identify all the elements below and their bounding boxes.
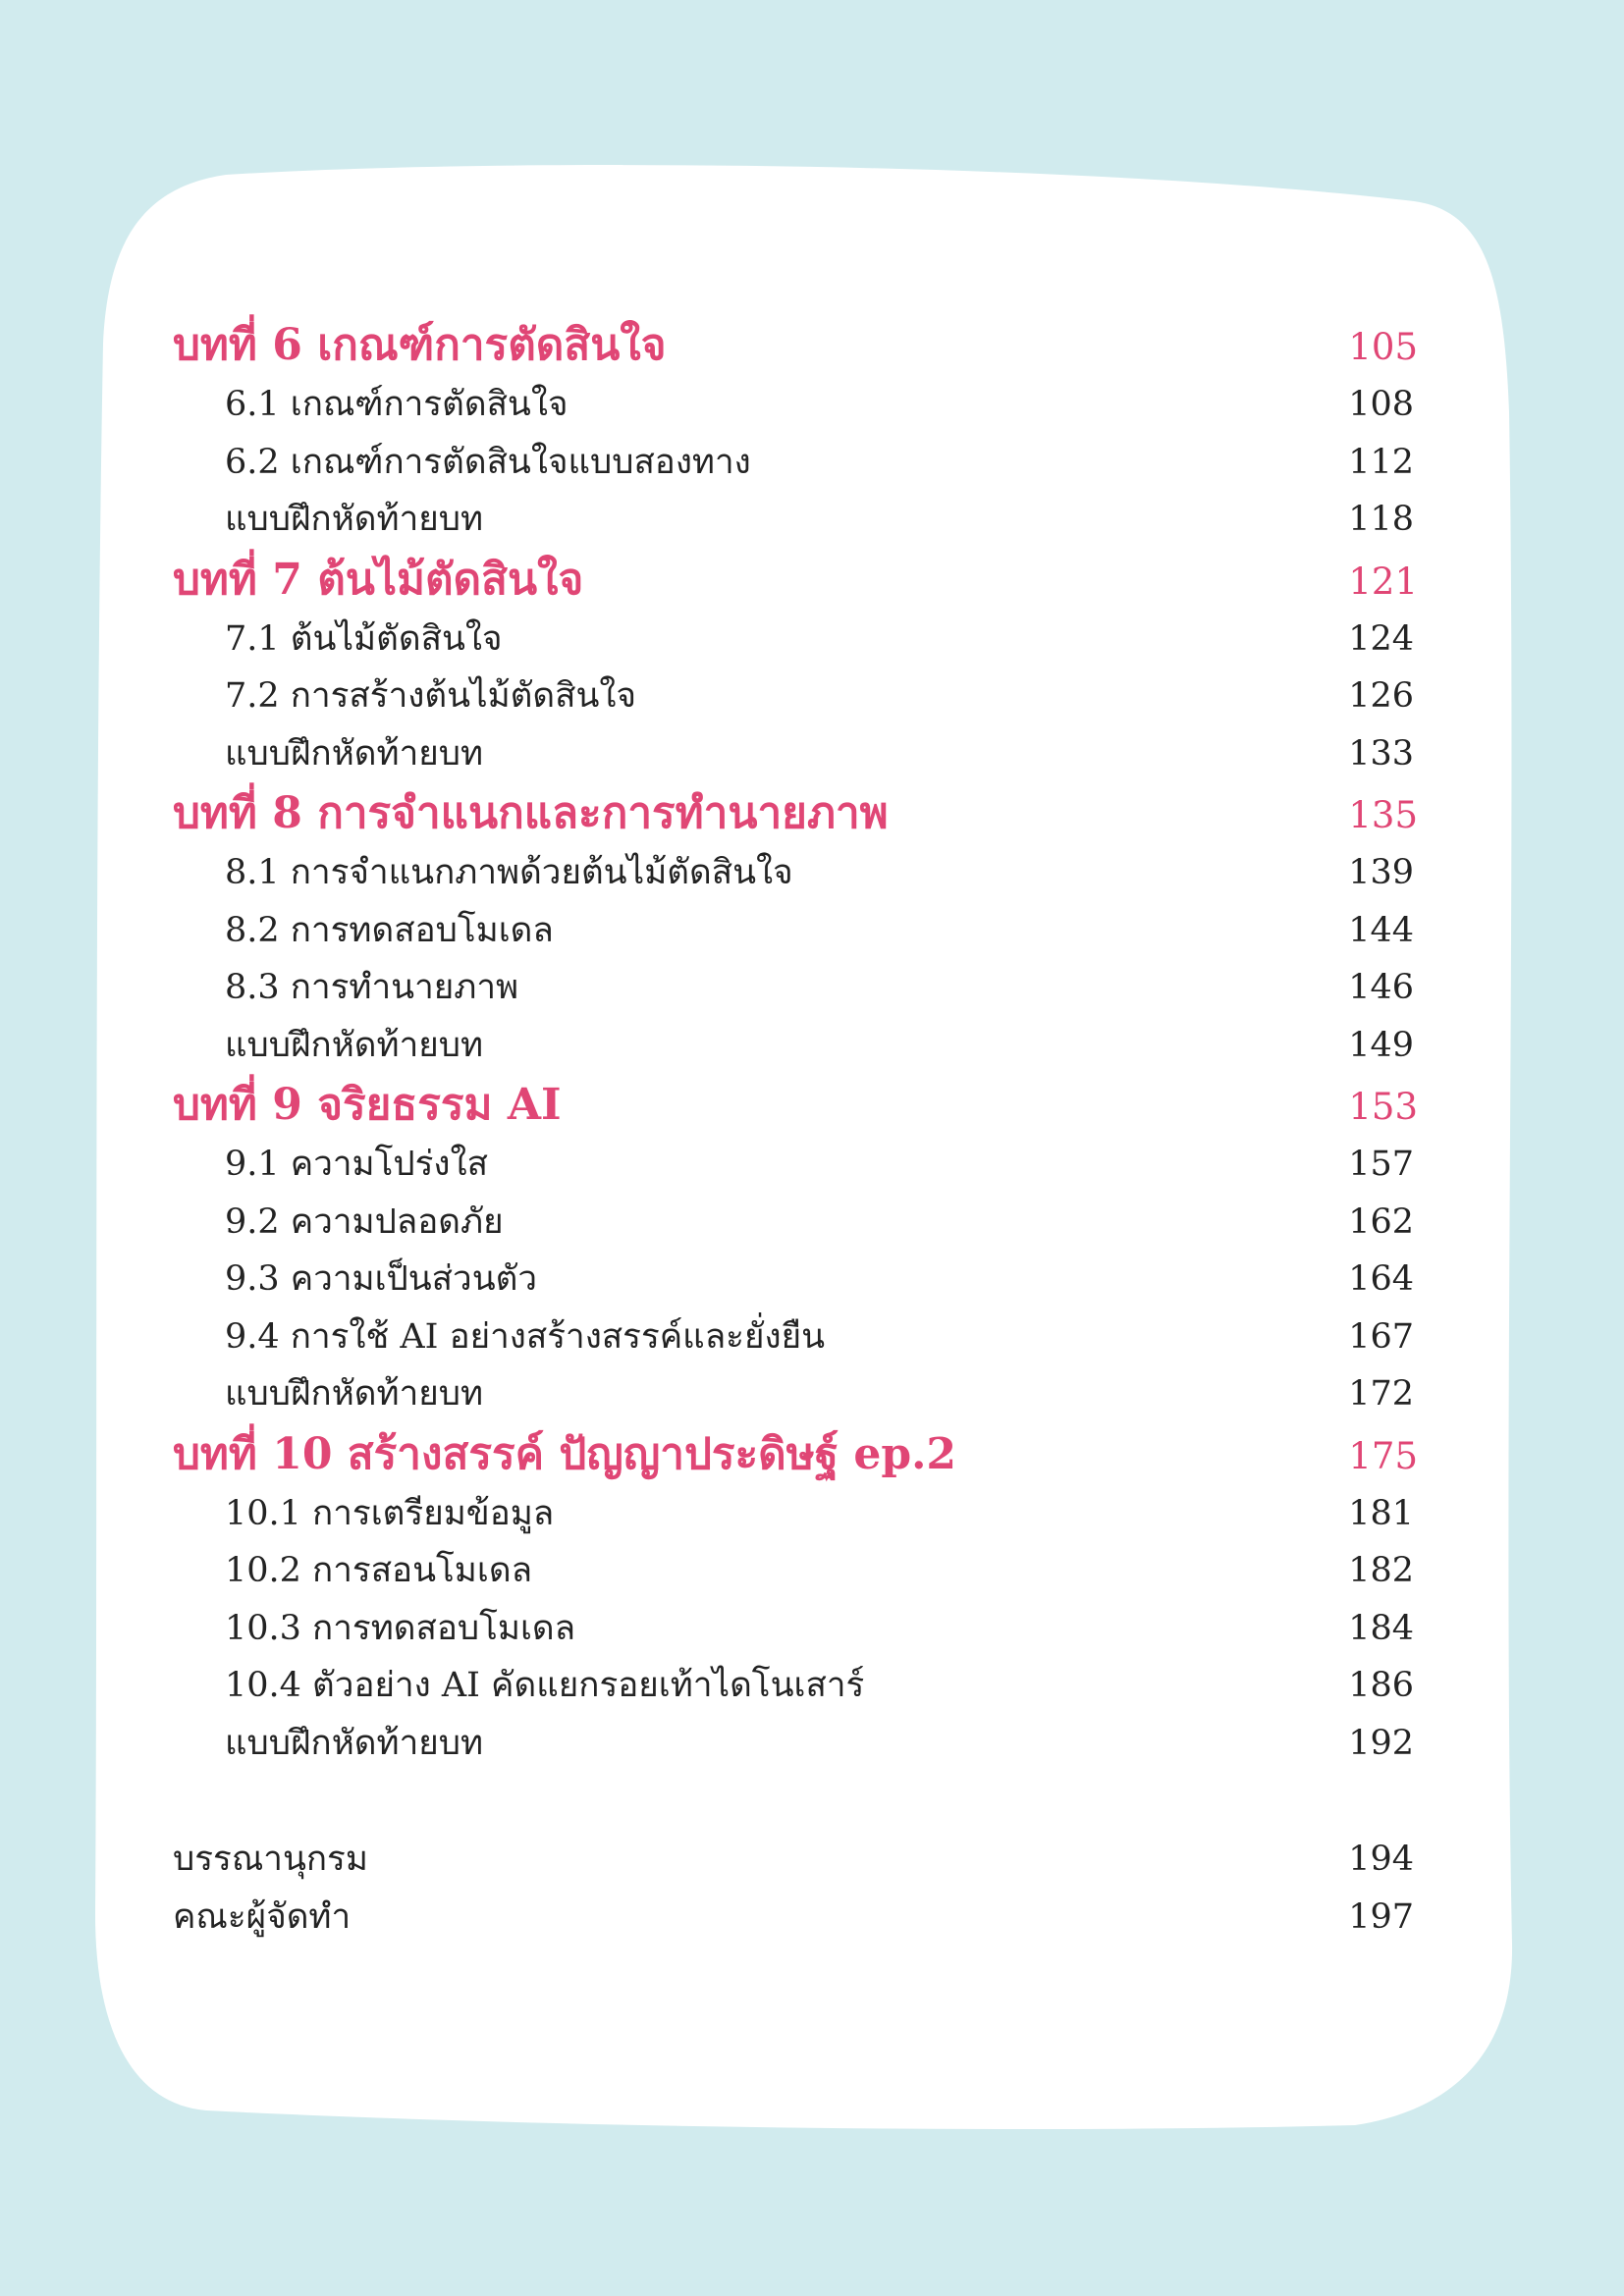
- section-entry[interactable]: [173, 1715, 1420, 1773]
- section-title: แบบฝึกหัดท้ายบท: [225, 1374, 484, 1414]
- section-page-number: 126: [1348, 676, 1414, 716]
- section-entry[interactable]: [173, 844, 1420, 902]
- section-entry[interactable]: [173, 667, 1420, 725]
- back-matter-title: คณะผู้จัดทำ: [173, 1896, 352, 1937]
- section-page-number: 149: [1348, 1025, 1414, 1065]
- section-entry[interactable]: [173, 434, 1420, 492]
- section-entry[interactable]: [173, 491, 1420, 549]
- section-page-number: 184: [1348, 1608, 1414, 1648]
- section-page-number: 181: [1348, 1493, 1414, 1533]
- section-title: แบบฝึกหัดท้ายบท: [225, 1025, 484, 1065]
- section-title: 10.2 การสอนโมเดล: [225, 1551, 533, 1590]
- chapter-title: บทที่ 9 จริยธรรม AI: [173, 1080, 562, 1130]
- section-entry[interactable]: [173, 376, 1420, 434]
- section-entry[interactable]: [173, 1017, 1420, 1075]
- section-page-number: 139: [1348, 853, 1414, 892]
- section-title: 10.4 ตัวอย่าง AI คัดแยกรอยเท้าไดโนเสาร์: [225, 1666, 865, 1705]
- chapter-heading[interactable]: [173, 1074, 1420, 1136]
- chapter-page-number: 121: [1348, 560, 1418, 603]
- section-title: 10.1 การเตรียมข้อมูล: [225, 1493, 555, 1533]
- chapter-heading[interactable]: [173, 782, 1420, 844]
- chapter-block: [173, 1423, 1420, 1773]
- section-title: 8.3 การทำนายภาพ: [225, 968, 519, 1007]
- section-title: แบบฝึกหัดท้ายบท: [225, 1723, 484, 1763]
- section-title: 8.2 การทดสอบโมเดล: [225, 910, 554, 950]
- chapter-block: [173, 314, 1420, 549]
- chapter-title: บทที่ 10 สร้างสรรค์ ปัญญาประดิษฐ์ ep.2: [173, 1428, 957, 1479]
- section-entry[interactable]: [173, 1365, 1420, 1423]
- back-matter-page-number: 194: [1348, 1840, 1414, 1879]
- chapter-page-number: 175: [1348, 1434, 1418, 1477]
- section-entry[interactable]: [173, 1251, 1420, 1308]
- section-page-number: 118: [1348, 500, 1414, 539]
- section-page-number: 146: [1348, 968, 1414, 1007]
- section-page-number: 108: [1348, 385, 1414, 424]
- chapter-title: บทที่ 6 เกณฑ์การตัดสินใจ: [173, 320, 667, 370]
- section-title: 9.3 ความเป็นส่วนตัว: [225, 1259, 538, 1299]
- chapter-heading[interactable]: [173, 314, 1420, 376]
- section-page-number: 124: [1348, 618, 1414, 659]
- section-page-number: 162: [1348, 1201, 1414, 1242]
- section-title: 7.1 ต้นไม้ตัดสินใจ: [225, 618, 503, 659]
- section-page-number: 133: [1348, 733, 1414, 774]
- section-title: 9.4 การใช้ AI อย่างสร้างสรรค์และยั่งยืน: [225, 1316, 826, 1357]
- section-page-number: 157: [1348, 1145, 1414, 1184]
- back-matter-entry[interactable]: [173, 1889, 1420, 1947]
- chapter-list: [173, 314, 1420, 1772]
- back-matter-list: [173, 1831, 1420, 1946]
- section-title: 9.1 ความโปร่งใส: [225, 1145, 488, 1184]
- section-entry[interactable]: [173, 959, 1420, 1017]
- chapter-page-number: 153: [1348, 1086, 1418, 1128]
- section-entry[interactable]: [173, 1542, 1420, 1600]
- section-page-number: 164: [1348, 1259, 1414, 1299]
- chapter-heading[interactable]: [173, 1423, 1420, 1485]
- chapter-block: [173, 1074, 1420, 1423]
- section-title: 8.1 การจำแนกภาพด้วยต้นไม้ตัดสินใจ: [225, 853, 793, 892]
- section-page-number: 182: [1348, 1551, 1414, 1590]
- chapter-block: [173, 549, 1420, 783]
- section-title: 9.2 ความปลอดภัย: [225, 1201, 504, 1242]
- section-title: 7.2 การสร้างต้นไม้ตัดสินใจ: [225, 676, 637, 716]
- section-entry[interactable]: [173, 611, 1420, 668]
- section-page-number: 186: [1348, 1666, 1414, 1705]
- section-page-number: 167: [1348, 1316, 1414, 1357]
- section-page-number: 144: [1348, 910, 1414, 950]
- chapter-page-number: 105: [1348, 326, 1418, 368]
- section-entry[interactable]: [173, 1485, 1420, 1543]
- chapter-heading[interactable]: [173, 549, 1420, 611]
- section-entry[interactable]: [173, 1600, 1420, 1658]
- chapter-page-number: 135: [1348, 794, 1418, 836]
- section-entry[interactable]: [173, 725, 1420, 783]
- section-entry[interactable]: [173, 1657, 1420, 1715]
- section-title: แบบฝึกหัดท้ายบท: [225, 733, 484, 774]
- chapter-title: บทที่ 8 การจำแนกและการทำนายภาพ: [173, 788, 889, 838]
- section-page-number: 172: [1348, 1374, 1414, 1414]
- section-entry[interactable]: [173, 902, 1420, 960]
- table-of-contents: [173, 314, 1420, 1946]
- back-matter-page-number: 197: [1348, 1896, 1414, 1937]
- back-matter-title: บรรณานุกรม: [173, 1840, 368, 1879]
- chapter-block: [173, 782, 1420, 1074]
- section-entry[interactable]: [173, 1194, 1420, 1252]
- section-page-number: 112: [1348, 442, 1414, 482]
- section-entry[interactable]: [173, 1136, 1420, 1194]
- section-title: 10.3 การทดสอบโมเดล: [225, 1608, 576, 1648]
- section-title: 6.1 เกณฑ์การตัดสินใจ: [225, 385, 568, 424]
- section-title: 6.2 เกณฑ์การตัดสินใจแบบสองทาง: [225, 442, 751, 482]
- chapter-title: บทที่ 7 ต้นไม้ตัดสินใจ: [173, 554, 584, 605]
- section-page-number: 192: [1348, 1723, 1414, 1763]
- back-matter-entry[interactable]: [173, 1831, 1420, 1889]
- section-entry[interactable]: [173, 1308, 1420, 1366]
- section-title: แบบฝึกหัดท้ายบท: [225, 500, 484, 539]
